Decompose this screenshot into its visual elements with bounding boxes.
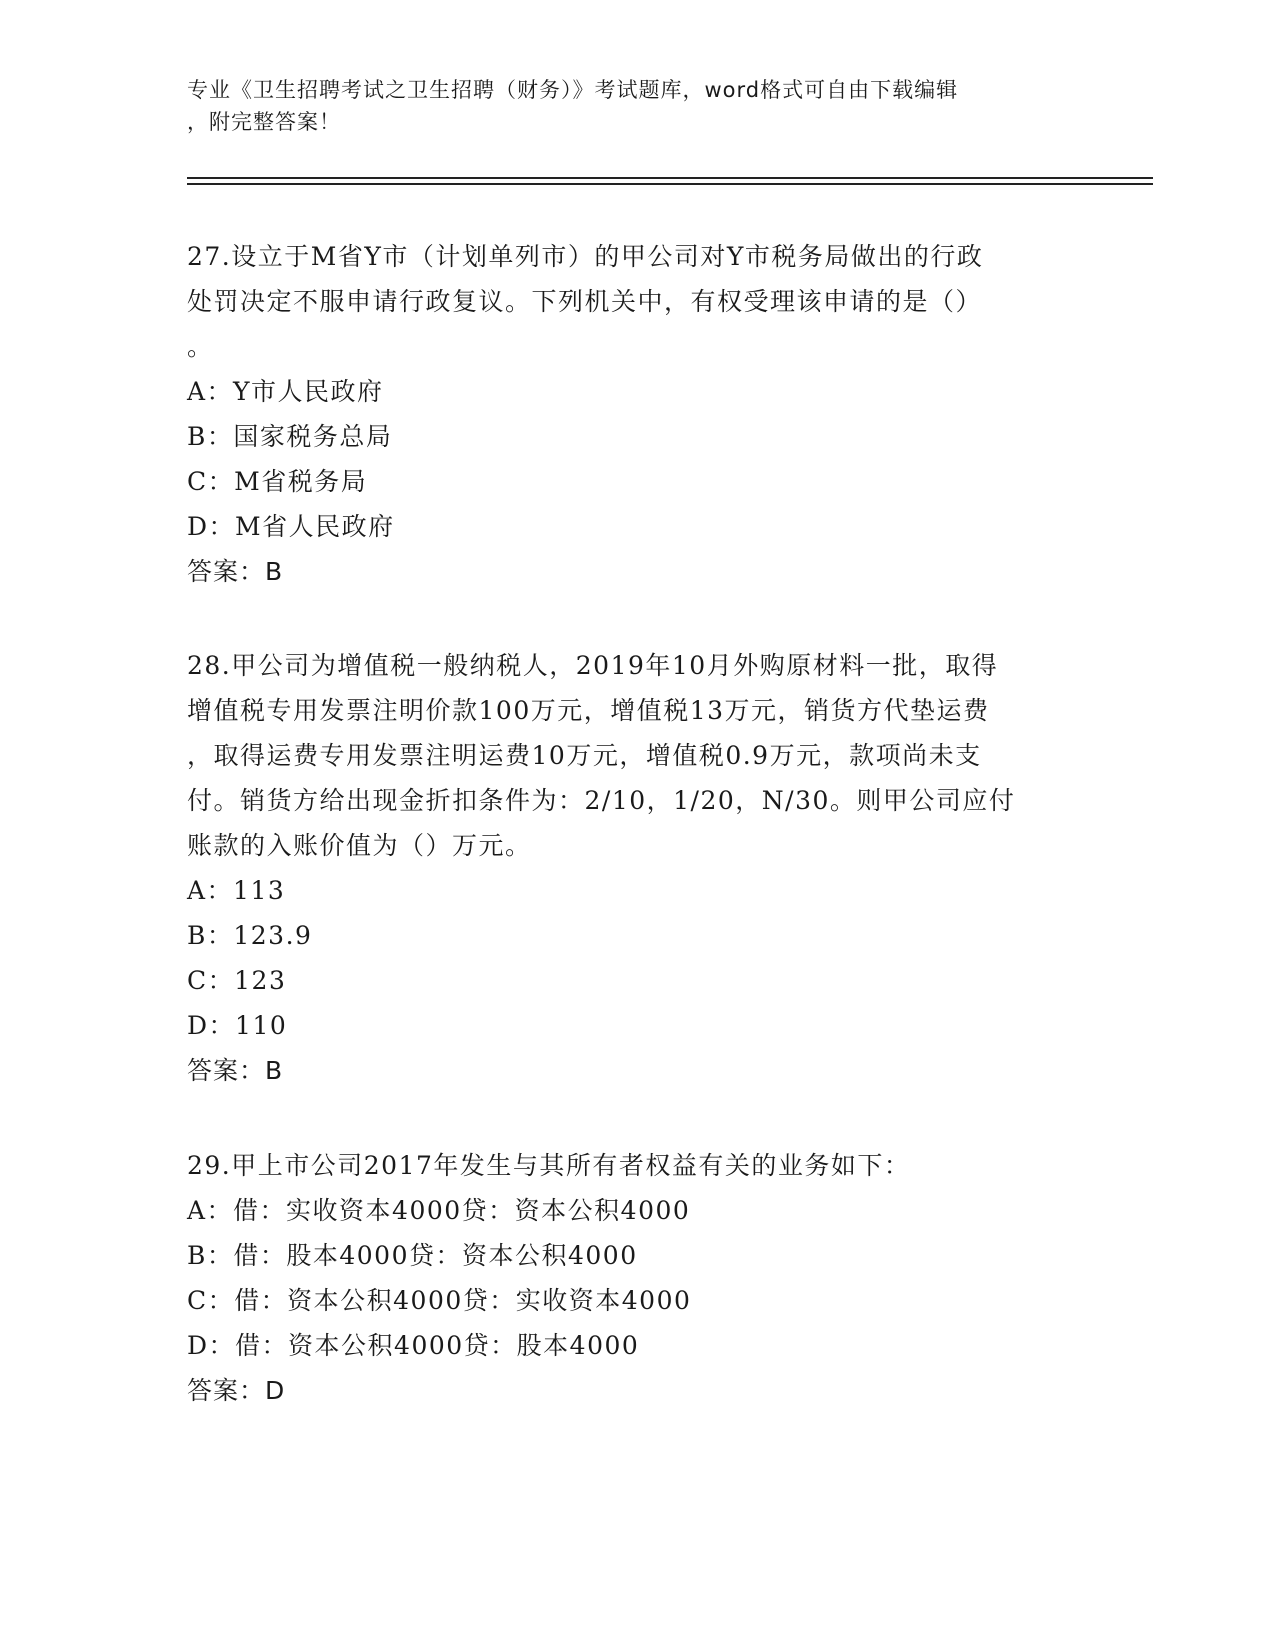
- option-d: D：M省人民政府: [187, 512, 395, 541]
- header-line-2: ，附完整答案！: [187, 110, 341, 134]
- header-line-1: 专业《卫生招聘考试之卫生招聘（财务）》考试题库，word格式可自由下载编辑: [187, 78, 959, 102]
- option-a: A：借：实收资本4000贷：资本公积4000: [187, 1196, 691, 1225]
- answer: 答案：B: [187, 557, 284, 586]
- question-stem-line: 处罚决定不服申请行政复议。下列机关中，有权受理该申请的是（）: [187, 287, 983, 316]
- question-stem-line: 29.甲上市公司2017年发生与其所有者权益有关的业务如下：: [187, 1151, 911, 1180]
- option-a: A：113: [187, 876, 286, 905]
- question-28: [187, 643, 1087, 1093]
- question-27: [187, 234, 1087, 594]
- question-29: [187, 1143, 1087, 1413]
- question-stem-line: 增值税专用发票注明价款100万元，增值税13万元，销货方代垫运费: [187, 696, 990, 725]
- answer: 答案：D: [187, 1376, 286, 1405]
- question-stem-line: 27.设立于M省Y市（计划单列市）的甲公司对Y市税务局做出的行政: [187, 242, 984, 271]
- option-d: D：110: [187, 1011, 288, 1040]
- option-a: A：Y市人民政府: [187, 377, 384, 406]
- question-stem-line: ，取得运费专用发票注明运费10万元，增值税0.9万元，款项尚未支: [187, 741, 982, 770]
- answer: 答案：B: [187, 1056, 284, 1085]
- question-stem-line: 28.甲公司为增值税一般纳税人，2019年10月外购原材料一批，取得: [187, 651, 999, 680]
- question-stem-line: 。: [187, 332, 214, 361]
- question-stem-line: 付。销货方给出现金折扣条件为：2/10，1/20，N/30。则甲公司应付: [187, 786, 1016, 815]
- option-b: B：借：股本4000贷：资本公积4000: [187, 1241, 638, 1270]
- option-c: C：借：资本公积4000贷：实收资本4000: [187, 1286, 692, 1315]
- header-divider-top: [187, 177, 1153, 179]
- option-c: C：123: [187, 966, 287, 995]
- option-c: C：M省税务局: [187, 467, 368, 496]
- document-header: [187, 74, 1087, 138]
- option-b: B：123.9: [187, 921, 313, 950]
- header-divider-bottom: [187, 183, 1153, 185]
- option-d: D：借：资本公积4000贷：股本4000: [187, 1331, 640, 1360]
- question-stem-line: 账款的入账价值为（）万元。: [187, 831, 532, 860]
- option-b: B：国家税务总局: [187, 422, 393, 451]
